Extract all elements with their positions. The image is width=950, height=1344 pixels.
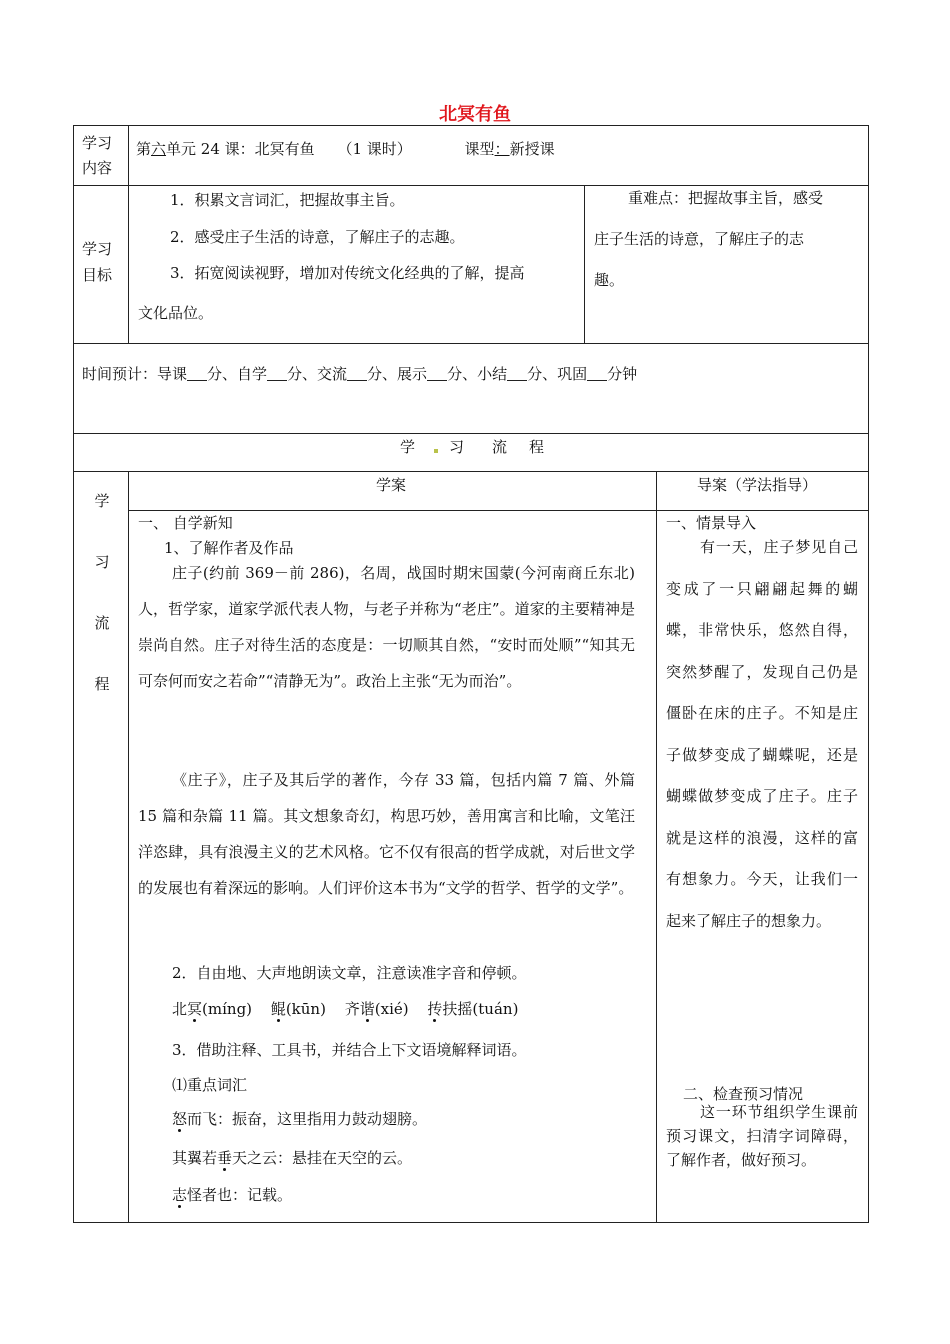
table-border-top: [73, 125, 869, 126]
book-paragraph: 《庄子》，庄子及其后学的著作，今存 33 篇，包括内篇 7 篇、外篇 15 篇和杂篇 11 篇。其文想象奇幻，构思巧妙，善用寓言和比喻，文笔汪洋恣肆，具有浪漫主义的艺术风格。它不仅有很高的哲学成就，对后世文学的发展也有着深远的影响。人们评价这本书为“文学的哲学、哲学的文学”。: [138, 771, 635, 897]
vocab-heading: ⑴重点词汇: [172, 1076, 248, 1094]
pinyin-word-4-suffix: 扶摇: [442, 1000, 473, 1018]
time-label-summary: 分、小结: [447, 365, 508, 383]
flow-header-char-1: 学: [400, 438, 416, 456]
vocab-item-2: [172, 1151, 412, 1166]
time-label-consolidation: 分、巩固: [527, 365, 588, 383]
time-label-presentation: 分、展示: [367, 365, 428, 383]
pinyin-word-2-reading: (kūn): [285, 1000, 326, 1018]
vocab-item-1-text: 而飞：振奋，这里指用力鼓动翅膀。: [187, 1110, 428, 1128]
label-column-divider-bottom: [128, 471, 129, 1223]
time-blank: [507, 366, 527, 381]
lesson-hours: （1 课时）: [337, 140, 412, 158]
pinyin-word-3-prefix: 齐: [344, 1000, 360, 1018]
document-title: 北冥有鱼: [439, 104, 511, 125]
row-label-goals-line2: 目标: [82, 266, 113, 284]
pinyin-word-3-reading: (xié): [374, 1000, 409, 1018]
key-points-line1: 重难点：把握故事主旨，感受: [628, 189, 824, 207]
vocab-item-1-key: 怒: [172, 1110, 188, 1128]
key-points-line3: 趣。: [594, 271, 625, 289]
goal-2: 2．感受庄子生活的诗意，了解庄子的志趣。: [170, 228, 465, 246]
pinyin-word-2-char: 鲲: [270, 1000, 286, 1018]
pinyin-word-4-char: 抟: [427, 1000, 443, 1018]
lesson-type-label: 课型: [464, 140, 495, 158]
guide-section-intro: 一、情景导入: [666, 514, 757, 532]
goal-1: 1．积累文言词汇，把握故事主旨。: [170, 191, 405, 209]
lesson-type-colon: ：: [494, 140, 510, 158]
row-label-goals-line1: 学习: [82, 240, 113, 258]
guide-preview-paragraph: 这一环节组织学生课前预习课文，扫清字词障碍，了解作者，做好预习。: [666, 1103, 858, 1169]
vocab-item-1: [172, 1112, 427, 1127]
label-column-divider-top: [128, 125, 129, 343]
time-blank: [427, 366, 447, 381]
pinyin-word-4-reading: (tuán): [472, 1000, 519, 1018]
flow-header-dot: [434, 449, 438, 453]
goal-3-continued: 文化品位。: [138, 304, 214, 322]
column-header-study-plan: 学案: [376, 476, 407, 494]
goal-divider: [584, 185, 585, 343]
pinyin-word-1-prefix: 北: [172, 1000, 188, 1018]
flow-side-char-3: 流: [94, 614, 110, 632]
unit-prefix: 第: [136, 140, 152, 158]
time-blank: [267, 366, 287, 381]
row-divider-4: [73, 471, 869, 472]
flow-header-char-3: 流: [492, 438, 508, 456]
time-label-intro: 时间预计：导课: [82, 365, 188, 383]
vocab-item-2-key: 垂: [217, 1149, 233, 1167]
row-label-content-line2: 内容: [82, 159, 113, 177]
flow-header-char-4: 程: [529, 438, 545, 456]
column-header-guide-plan: 导案（学法指导）: [697, 476, 818, 494]
vocab-item-2-text: 天之云：悬挂在天空的云。: [232, 1149, 413, 1167]
row-label-content-line1: 学习: [82, 134, 113, 152]
time-label-self-study: 分、自学: [207, 365, 268, 383]
table-border-left: [73, 125, 74, 1223]
row-divider-1: [73, 185, 869, 186]
lesson-info: [136, 142, 555, 157]
table-border-right: [868, 125, 869, 1223]
flow-side-char-2: 习: [94, 553, 110, 571]
vocab-item-2-prefix: 其翼若: [172, 1149, 218, 1167]
flow-side-char-4: 程: [94, 675, 110, 693]
pinyin-word-1-char: 冥: [187, 1000, 203, 1018]
pinyin-row: [172, 1002, 518, 1017]
time-blank: [187, 366, 207, 381]
key-points-line2: 庄子生活的诗意，了解庄子的志: [594, 230, 805, 248]
pinyin-word-1-reading: (míng): [202, 1000, 253, 1018]
unit-lesson: 单元 24 课：北冥有鱼: [166, 140, 315, 158]
lesson-type-value: 新授课: [509, 140, 555, 158]
section-self-study: 一、 自学新知: [138, 514, 233, 532]
step-read-aloud: 2．自由地、大声地朗读文章，注意读准字音和停顿。: [172, 964, 527, 982]
vocab-item-3: [172, 1188, 292, 1203]
guide-story-paragraph: 有一天，庄子梦见自己变成了一只翩翩起舞的蝴蝶，非常快乐，悠然自得，突然梦醒了，发现自己仍是僵卧在床的庄子。不知是庄子做梦变成了蝴蝶呢，还是蝴蝶做梦变成了庄子。庄子就是这样的浪漫，这样的富有想象力。今天，让我们一起来了解庄子的想象力。: [666, 538, 858, 930]
author-paragraph: 庄子(约前 369－前 286)，名周，战国时期宋国蒙(今河南商丘东北)人，哲学家，道家学派代表人物，与老子并称为“老庄”。道家的主要精神是崇尚自然。庄子对待生活的态度是：一切顺其自然，“安时而处顺”“知其无可奈何而安之若命”“清静无为”。政治上主张“无为而治”。: [138, 564, 635, 690]
vocab-item-3-text: 怪者也：记载。: [187, 1186, 293, 1204]
guide-column-divider: [656, 471, 657, 1223]
time-label-minutes: 分钟: [607, 365, 638, 383]
unit-number: 六: [151, 140, 167, 158]
time-label-exchange: 分、交流: [287, 365, 348, 383]
row-divider-5: [128, 510, 869, 511]
row-divider-3: [73, 433, 869, 434]
goal-3: 3．拓宽阅读视野，增加对传统文化经典的了解，提高: [170, 264, 525, 282]
vocab-item-3-key: 志: [172, 1186, 188, 1204]
flow-side-char-1: 学: [94, 492, 110, 510]
flow-header-char-2: 习: [449, 438, 465, 456]
row-divider-2: [73, 343, 869, 344]
time-blank: [347, 366, 367, 381]
step-explain-words: 3．借助注释、工具书，并结合上下文语境解释词语。: [172, 1041, 527, 1059]
time-estimate: [82, 366, 637, 382]
pinyin-word-3-char: 谐: [359, 1000, 375, 1018]
time-blank: [587, 366, 607, 381]
guide-section-preview-check: 二、检查预习情况: [683, 1085, 804, 1103]
subsection-author: 1、了解作者及作品: [164, 539, 294, 557]
table-border-bottom: [73, 1222, 869, 1223]
